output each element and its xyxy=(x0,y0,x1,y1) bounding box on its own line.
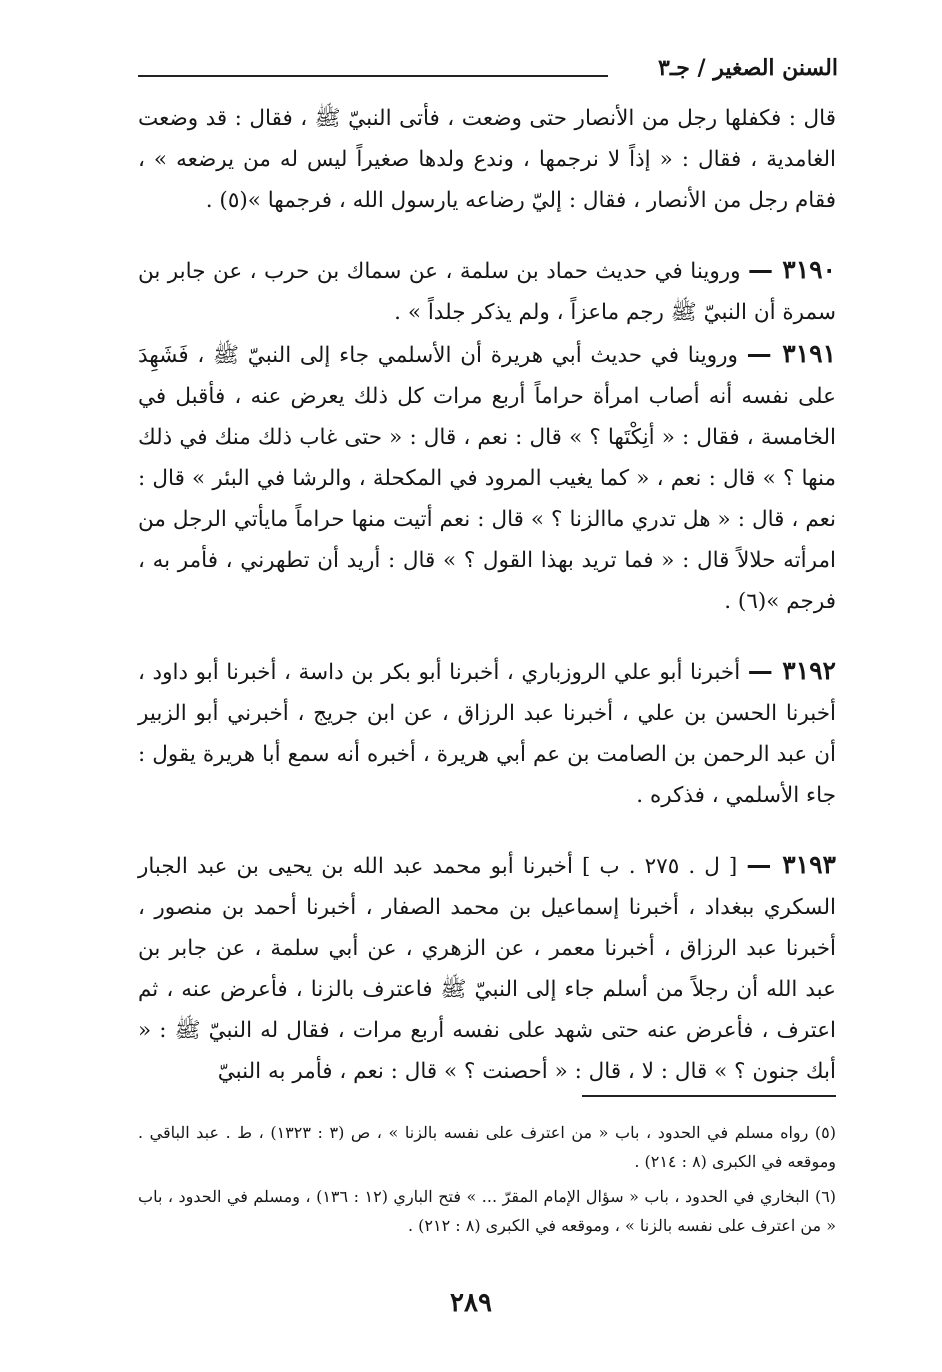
footnotes xyxy=(138,1118,836,1246)
hadith-text: وروينا في حديث حماد بن سلمة ، عن سماك بن حرب ، عن جابر بن سمرة أن النبيّ ﷺ رجم ماعزاً ، ولم يذكر جلداً » . xyxy=(138,259,836,325)
hadith-text: وروينا في حديث أبي هريرة أن الأسلمي جاء إلى النبيّ ﷺ ، فَشَهِدَ على نفسه أنه أصاب امرأة حراماً أربع مرات كل ذلك يعرض عنه ، فأقبل في الخامسة ، فقال : « أنِكْتَها ؟ » قال : نعم ، قال : « حتى غاب ذلك منك في ذلك منها ؟ » قال : نعم ، « كما يغيب المرود في المكحلة ، والرشا في البئر » قال : نعم ، قال : « هل تدري ماالزنا ؟ » قال : نعم أتيت منها حراماً مايأتي الرجل من امرأته حلالاً قال : « فما تريد بهذا القول ؟ » قال : أريد أن تطهرني ، فأمر به ، فرجم »(٦) . xyxy=(138,343,836,614)
footnote-rule xyxy=(582,1095,836,1097)
paragraph-continuation xyxy=(138,98,836,221)
page-number: ٢٨٩ xyxy=(450,1288,492,1318)
hadith-3190 xyxy=(138,249,836,333)
hadith-number: ٣١٩٢ — xyxy=(747,656,836,685)
hadith-number: ٣١٩١ — xyxy=(746,339,836,368)
hadith-3191 xyxy=(138,333,836,622)
running-title: السنن الصغير / جـ٣ xyxy=(658,55,838,81)
hadith-number: ٣١٩٠ — xyxy=(747,255,836,284)
header-rule xyxy=(138,75,608,77)
footnote-6: (٦) البخاري في الحدود ، باب « سؤال الإمام المقرّ ... » فتح الباري (١٢ : ١٣٦) ، ومسلم في الحدود ، باب « من اعترف على نفسه بالزنا » ، وموقعه في الكبرى (٨ : ٢١٢) . xyxy=(138,1187,837,1235)
paragraph-text: قال : فكفلها رجل من الأنصار حتى وضعت ، فأتى النبيّ ﷺ ، فقال : قد وضعت الغامدية ، فقال : « إذاً لا نرجمها ، وندع ولدها صغيراً ليس له من يرضعه » ، فقام رجل من الأنصار ، فقال : إليّ رضاعه يارسول الله ، فرجمها »(٥) . xyxy=(138,106,836,213)
hadith-text: أخبرنا أبو علي الروزباري ، أخبرنا أبو بكر بن داسة ، أخبرنا أبو داود ، أخبرنا الحسن بن علي ، أخبرنا عبد الرزاق ، عن ابن جريج ، أخبرني أبو الزبير أن عبد الرحمن بن الصامت بن عم أبي هريرة ، أخبره أنه سمع أبا هريرة يقول : جاء الأسلمي ، فذكره . xyxy=(138,660,836,808)
main-text xyxy=(138,98,836,1092)
page-header xyxy=(138,55,838,89)
hadith-number: ٣١٩٣ — xyxy=(746,850,836,879)
hadith-3193 xyxy=(138,844,836,1092)
footnote-5: (٥) رواه مسلم في الحدود ، باب « من اعترف على نفسه بالزنا » ، ص (٣ : ١٣٢٣) ، ط . عبد الباقي . وموقعه في الكبرى (٨ : ٢١٤) . xyxy=(138,1123,837,1171)
hadith-text: [ ل . ٢٧٥ . ب ] أخبرنا أبو محمد عبد الله بن يحيى بن عبد الجبار السكري ببغداد ، أخبرنا إسماعيل بن محمد الصفار ، أخبرنا أحمد بن منصور ، أخبرنا عبد الرزاق ، أخبرنا معمر ، عن الزهري ، عن أبي سلمة ، عن جابر بن عبد الله أن رجلاً من أسلم جاء إلى النبيّ ﷺ فاعترف بالزنا ، فأعرض عنه ، ثم اعترف ، فأعرض عنه حتى شهد على نفسه أربع مرات ، فقال له النبيّ ﷺ : « أبك جنون ؟ » قال : لا ، قال : « أحصنت ؟ » قال : نعم ، فأمر به النبيّ xyxy=(138,854,836,1084)
hadith-3192 xyxy=(138,650,836,816)
